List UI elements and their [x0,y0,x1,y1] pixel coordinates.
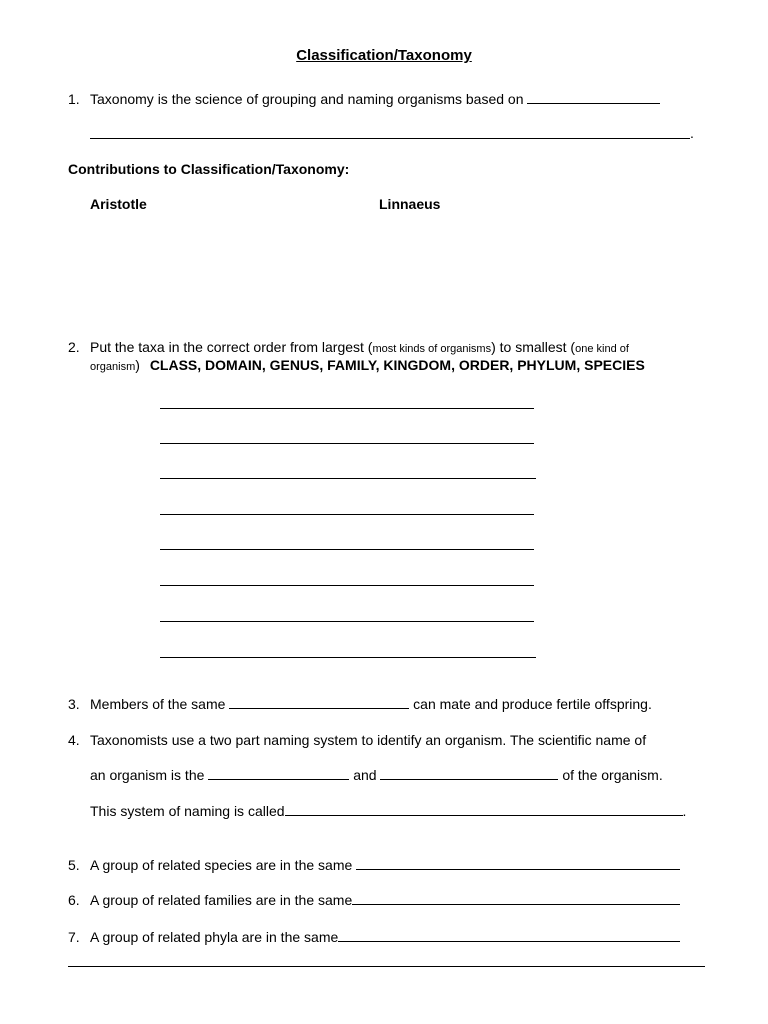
question-1-prompt: Taxonomy is the science of grouping and naming organisms based on [90,91,524,107]
aristotle-label: Aristotle [90,196,147,212]
question-number: 1. [68,91,80,107]
answer-blank[interactable] [380,766,558,780]
answer-line[interactable] [160,514,534,515]
contributions-heading: Contributions to Classification/Taxonomy: [68,161,350,177]
page-title: Classification/Taxonomy [296,47,472,64]
question-number: 6. [68,892,80,908]
period: . [682,803,687,819]
taxa-list: CLASS, DOMAIN, GENUS, FAMILY, KINGDOM, ORDER, PHYLUM, SPECIES [149,357,645,373]
answer-line[interactable] [160,621,534,622]
answer-line[interactable] [160,585,534,586]
question-2-note-a: most kinds of organisms [372,343,492,355]
question-2-line-2 [90,356,645,376]
answer-line[interactable] [160,549,534,550]
question-4-text-a: an organism is the [90,767,205,783]
answer-line[interactable] [160,408,534,409]
question-number: 7. [68,929,80,945]
question-4-line-1: Taxonomists use a two part naming system to identify an organism. The scientific name of [90,732,647,748]
question-2-note-b2: organism [90,361,136,373]
question-2-line-1 [90,338,629,358]
question-2-note-b: one kind of [575,343,629,355]
answer-line[interactable] [160,657,536,658]
question-3-text [90,695,652,713]
question-5-text [90,856,680,874]
answer-line[interactable] [90,138,690,139]
question-4-line-3 [90,802,686,820]
question-number: 3. [68,696,80,712]
answer-line[interactable] [68,966,705,967]
question-number: 4. [68,732,80,748]
question-6-text [90,891,680,909]
question-4-text-d: This system of naming is called [90,803,285,819]
question-2-text-b: ) to smallest ( [491,339,576,355]
answer-blank[interactable] [356,856,680,870]
period: . [690,125,694,141]
question-5-prompt: A group of related species are in the same [90,857,353,873]
question-4-line-2 [90,766,663,784]
question-3-text-a: Members of the same [90,696,226,712]
linnaeus-label: Linnaeus [379,196,441,212]
question-4-text-c: of the organism. [562,767,663,783]
question-6-prompt: A group of related families are in the same [90,892,353,908]
answer-blank[interactable] [229,695,409,709]
answer-blank[interactable] [527,90,660,104]
answer-blank[interactable] [352,891,680,905]
answer-blank[interactable] [338,928,680,942]
question-3-text-b: can mate and produce fertile offspring. [413,696,652,712]
question-7-text [90,928,680,946]
question-number: 2. [68,339,80,355]
question-7-prompt: A group of related phyla are in the same [90,929,339,945]
answer-line[interactable] [160,478,536,479]
question-2-text-a: Put the taxa in the correct order from largest ( [90,339,373,355]
question-1-text [90,90,660,108]
answer-blank[interactable] [208,766,349,780]
answer-line[interactable] [160,443,534,444]
answer-blank[interactable] [285,802,683,816]
question-2-text-c: ) [135,357,140,373]
question-4-text-b: and [353,767,377,783]
question-number: 5. [68,857,80,873]
